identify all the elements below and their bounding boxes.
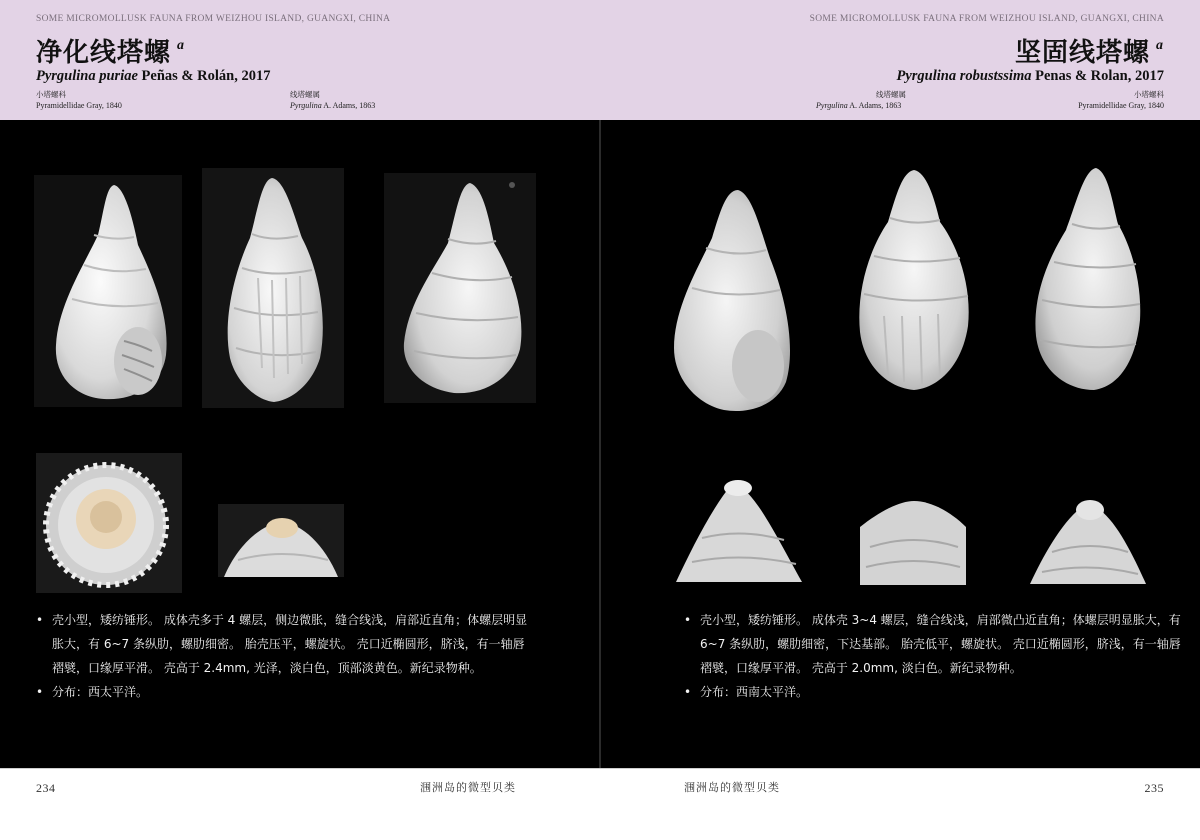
apex-photo-2 — [860, 497, 966, 585]
note-mark: a — [177, 38, 186, 53]
morphology-text: • 壳小型，矮纺锤形。 成体壳多于 4 螺层，侧边微胀，缝合线浅，肩部近直角；体螺层明显胀大，有 6~7 条纵肋，螺肋细密。 胎壳压平，螺旋状。 壳口近椭圆形，脐浅，有一轴唇褶襞，口缘厚平滑。 壳高于 2.4mm, 光泽，淡白色，顶部淡黄色。新纪录物种。 — [36, 608, 536, 680]
shell-photo-apertural — [662, 178, 806, 416]
morphology-text: • 壳小型，矮纺锤形。 成体壳 3~4 螺层，缝合线浅，肩部微凸近直角；体螺层明显胀大，有 6~7 条纵肋，螺肋细密，下达基部。 胎壳低平，螺旋状。 壳口近椭圆形，脐浅，有一轴唇褶襞，口缘厚平滑。 壳高于 2.0mm, 淡白色。新纪录物种。 — [684, 608, 1184, 680]
scientific-binomial: Pyrgulina robustssima — [896, 68, 1032, 84]
note-mark: a — [1156, 38, 1164, 53]
genus-block — [816, 89, 906, 111]
shell-photo-lateral — [384, 173, 536, 403]
apex-photo-top — [36, 453, 182, 593]
genus-cn: 线塔螺属 — [876, 90, 906, 99]
page-number: 235 — [1144, 781, 1164, 795]
apex-photo-side — [218, 504, 344, 577]
shell-photo-abapertural — [202, 168, 344, 408]
distribution-text: • 分布：西太平洋。 — [36, 680, 536, 704]
genus-cn: 线塔螺属 — [290, 90, 320, 99]
family-name: Pyramidellidae Gray, 1840 — [1078, 101, 1164, 110]
species-description — [684, 608, 1184, 704]
book-title: 涠洲岛的微型贝类 — [684, 781, 780, 794]
shell-photo-abapertural — [844, 166, 980, 396]
right-page — [600, 0, 1200, 840]
species-title-cn-text: 净化线塔螺 — [36, 38, 172, 68]
page-number: 234 — [36, 781, 56, 795]
genus-author: A. Adams, 1863 — [847, 101, 902, 110]
right-photo-plate — [600, 120, 1200, 768]
family-cn: 小塔螺科 — [1134, 90, 1164, 99]
family-name: Pyramidellidae Gray, 1840 — [36, 101, 122, 110]
left-photo-plate — [0, 120, 600, 768]
scientific-name — [897, 68, 1165, 85]
family-cn: 小塔螺科 — [36, 90, 66, 99]
running-header: SOME MICROMOLLUSK FAUNA FROM WEIZHOU ISLAND, GUANGXI, CHINA — [809, 14, 1164, 24]
genus-name: Pyrgulina — [816, 101, 848, 110]
running-header: SOME MICROMOLLUSK FAUNA FROM WEIZHOU ISLAND, GUANGXI, CHINA — [36, 14, 391, 24]
family-block — [36, 89, 122, 111]
species-title-cn-text: 坚固线塔螺 — [1014, 38, 1150, 68]
book-title: 涠洲岛的微型贝类 — [420, 781, 516, 794]
left-header — [0, 0, 600, 120]
right-header — [600, 0, 1200, 120]
scientific-name — [36, 68, 270, 85]
page-gutter — [599, 120, 601, 768]
left-footer — [0, 768, 600, 840]
shell-photo-lateral — [1024, 164, 1148, 396]
genus-author: A. Adams, 1863 — [321, 101, 376, 110]
scientific-authority: Penas & Rolan, 2017 — [1031, 68, 1164, 84]
apex-photo-3 — [1028, 494, 1148, 584]
shell-photo-apertural — [34, 175, 182, 407]
scientific-binomial: Pyrgulina puriae — [36, 68, 138, 84]
scientific-authority: Peñas & Rolán, 2017 — [137, 68, 271, 84]
species-title-cn — [36, 32, 185, 69]
genus-name: Pyrgulina — [290, 101, 322, 110]
right-footer — [600, 768, 1200, 840]
genus-block — [290, 89, 375, 111]
species-title-cn — [1015, 32, 1164, 69]
distribution-text: • 分布：西南太平洋。 — [684, 680, 1184, 704]
apex-photo-1 — [672, 478, 808, 582]
species-description — [36, 608, 536, 704]
family-block — [1078, 89, 1164, 111]
